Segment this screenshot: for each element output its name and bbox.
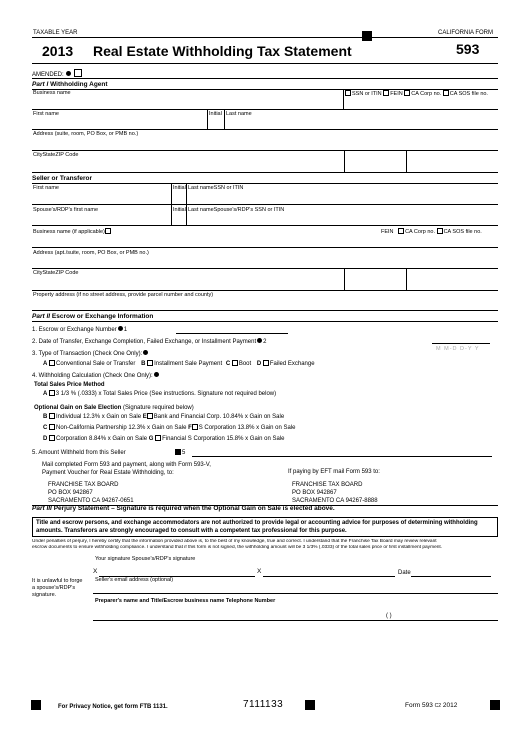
- agent-address-row-rule[interactable]: [32, 150, 498, 151]
- agent-address-label: Address (suite, room, PO Box, or PMB no.): [33, 131, 139, 137]
- failed-exchange-checkbox[interactable]: [263, 360, 269, 366]
- spouse-initial-label: Initial: [173, 207, 186, 213]
- gain-financial-s-corp-label: Financial S Corporation 15.8% x Gain on Sale: [162, 436, 285, 442]
- gain-option-b-letter: B: [43, 414, 48, 420]
- gain-option-d-letter: D: [43, 436, 48, 442]
- mail-address-line-2: PO BOX 942867: [48, 490, 93, 496]
- bullet-icon: [154, 372, 159, 377]
- unlawful-line-1: It is unlawful to forge: [32, 578, 83, 584]
- mail-address-line-1: FRANCHISE TAX BOARD: [48, 482, 119, 488]
- perjury-statement: [32, 539, 498, 551]
- line3-options-row: [43, 360, 315, 368]
- signature-date-field[interactable]: [411, 576, 491, 577]
- gain-financial-s-corp-checkbox[interactable]: [155, 435, 161, 441]
- date-of-transfer-field[interactable]: [432, 343, 490, 344]
- bullet-icon: [257, 338, 262, 343]
- optional-gain-title: Optional Gain on Sale Election: [34, 405, 122, 411]
- registration-mark-bottom-right: [490, 700, 500, 710]
- installment-sale-checkbox[interactable]: [147, 360, 153, 366]
- seller-section-title: Seller or Transferor: [32, 175, 92, 182]
- amount-withheld-field[interactable]: [192, 456, 492, 457]
- registration-mark-bottom-left: [31, 700, 41, 710]
- line3-option-d-letter: D: [256, 361, 262, 367]
- perjury-line-1: Under penalties of perjury, I hereby certify that the information provided above is, to the best of my knowledge, true and correct. I understand that the Franchise Tax Board may review relevant: [32, 539, 437, 544]
- mail-text-1: Mail completed Form 593 and payment, along with Form 593-V,: [42, 462, 211, 468]
- part2-header: [32, 313, 153, 320]
- signature-labels: Your signature Spouse's/RDP's signature: [95, 556, 196, 562]
- tax-year: 2013: [42, 43, 74, 59]
- gain-option-f-letter: F: [188, 425, 192, 431]
- conventional-sale-label: Conventional Sale or Transfer: [56, 361, 136, 367]
- gain-individual-label: Individual 12.3% x Gain on Sale: [56, 414, 142, 420]
- part3-label: Part III: [32, 505, 52, 512]
- seller-address-row-rule[interactable]: [32, 268, 498, 269]
- form-code: 7111133: [243, 699, 284, 710]
- line5: 5. Amount Withheld from this Seller 5: [32, 450, 186, 456]
- phone-parens: ( ): [386, 613, 392, 619]
- agent-business-name-label: Business name: [33, 90, 71, 96]
- gain-option-row-2: [43, 424, 296, 432]
- line4: 4. Withholding Calculation (Check One Only):: [32, 372, 160, 380]
- seller-email-field[interactable]: [93, 593, 498, 594]
- spouse-first-name-label: Spouse's/RDP's first name: [33, 207, 99, 213]
- agent-last-name-divider: [224, 109, 225, 129]
- seller-business-name-label: Business name (if applicable): [33, 229, 105, 235]
- line3-option-a-letter: A: [43, 361, 48, 367]
- seller-state-divider: [344, 268, 345, 290]
- seller-name-row-rule[interactable]: [32, 204, 498, 205]
- agent-first-name-label: First name: [33, 111, 59, 117]
- line3-option-b-letter: B: [141, 361, 146, 367]
- unlawful-forge-note: [32, 578, 82, 599]
- footer-form-name: Form 593: [405, 702, 433, 709]
- agent-city-row-rule[interactable]: [32, 172, 498, 173]
- amended-rule: [32, 78, 498, 79]
- property-address-row-rule[interactable]: [32, 310, 498, 311]
- agent-name-row-rule[interactable]: [32, 129, 498, 130]
- optional-gain-header: [34, 404, 194, 412]
- spouse-signature-field[interactable]: [263, 576, 395, 577]
- part3-header: [32, 505, 335, 512]
- eft-address-line-3: SACRAMENTO CA 94267-8888: [292, 498, 378, 504]
- form-label: CALIFORNIA FORM: [438, 30, 494, 36]
- escrow-number-field[interactable]: [176, 333, 288, 334]
- seller-first-name-label: First name: [33, 185, 59, 191]
- unlawful-line-3: signature.: [32, 592, 57, 598]
- agent-ssn-checkbox[interactable]: [345, 90, 351, 96]
- signature-x-1: X: [93, 568, 98, 575]
- boot-label: Boot: [238, 361, 252, 367]
- seller-business-name-row: [33, 228, 112, 236]
- eft-instructions: If paying by EFT mail Form 593 to:: [288, 469, 380, 475]
- signature-x-2: X: [257, 568, 262, 575]
- property-address-label: Property address (if no street address, provide parcel number and county): [33, 292, 214, 298]
- seller-ca-corp-label: CA Corp no.: [405, 229, 436, 235]
- seller-ca-sos-label: CA SOS file no.: [443, 229, 482, 235]
- boot-checkbox[interactable]: [232, 360, 238, 366]
- footer-form-suffix: C2: [434, 703, 442, 709]
- spouse-last-name-ssn-label: Last nameSpouse's/RDP's SSN or ITIN: [188, 207, 285, 213]
- tsp-a-label: 3 1/3 % (.0333) x Total Sales Price (See instructions. Signature not required below): [55, 391, 277, 397]
- line5-marker: [175, 449, 181, 455]
- gain-s-corp-checkbox[interactable]: [192, 424, 198, 430]
- bullet-icon: [143, 350, 148, 355]
- failed-exchange-label: Failed Exchange: [269, 361, 315, 367]
- date-label: Date: [398, 570, 411, 576]
- gain-option-row-3: [43, 435, 285, 443]
- line2: 2. Date of Transfer, Exchange Completion, Failed Exchange, or Installment Payment 2: [32, 339, 267, 345]
- warning-line-2: amounts. Transferors are strongly encouraged to consult with a competent tax professional for this purpose.: [36, 528, 347, 534]
- part2-title: Escrow or Exchange Information: [51, 313, 154, 320]
- agent-ca-sos-checkbox[interactable]: [443, 90, 449, 96]
- date-placeholder: M M-D D-Y Y: [436, 346, 480, 352]
- line1: 1. Escrow or Exchange Number 1: [32, 327, 128, 333]
- gain-bank-label: Bank and Financial Corp. 10.84% x Gain on Sale: [153, 414, 285, 420]
- seller-id-type-row: [381, 228, 482, 236]
- conventional-sale-checkbox[interactable]: [49, 360, 55, 366]
- eft-address-line-1: FRANCHISE TAX BOARD: [292, 482, 363, 488]
- agent-initial-label: Initial: [209, 111, 222, 117]
- line3-label: Type of Transaction (Check One Only):: [38, 351, 143, 357]
- seller-zip-divider: [406, 268, 407, 290]
- form-number: 593: [456, 41, 480, 57]
- part1-label: Part I: [32, 81, 49, 88]
- gain-option-e-letter: E: [142, 414, 147, 420]
- seller-email-label: Seller's email address (optional): [95, 577, 174, 583]
- total-sales-price-method-label: Total Sales Price Method: [34, 382, 105, 388]
- taxable-year-label: TAXABLE YEAR: [33, 30, 78, 36]
- mail-instructions: [42, 461, 211, 477]
- header-rule-bottom: [32, 63, 498, 64]
- agent-business-row-rule[interactable]: [32, 109, 498, 110]
- seller-city-row-rule[interactable]: [32, 290, 498, 291]
- privacy-notice: For Privacy Notice, get form FTB 1131.: [58, 704, 168, 710]
- spouse-name-row-rule[interactable]: [32, 225, 498, 226]
- preparer-label: Preparer's name and Title/Escrow business name Telephone Number: [95, 598, 276, 604]
- agent-ca-corp-checkbox[interactable]: [404, 90, 410, 96]
- line5-label: Amount Withheld from this Seller: [38, 450, 126, 456]
- gain-option-c-letter: C: [43, 425, 48, 431]
- part1-title: Withholding Agent: [50, 81, 108, 88]
- installment-sale-label: Installment Sale Payment: [154, 361, 223, 367]
- agent-initial-divider: [207, 109, 208, 129]
- mail-text-2: Payment Voucher for Real Estate Withholding, to:: [42, 470, 174, 476]
- seller-ca-sos-checkbox[interactable]: [437, 228, 443, 234]
- gain-corporation-checkbox[interactable]: [49, 435, 55, 441]
- seller-city-state-zip-label: CityStateZIP Code: [33, 270, 79, 276]
- seller-ca-corp-checkbox[interactable]: [398, 228, 404, 234]
- part2-rule: [32, 321, 498, 322]
- agent-state-divider: [344, 150, 345, 172]
- page-title: Real Estate Withholding Tax Statement: [93, 43, 352, 59]
- agent-ca-sos-label: CA SOS file no.: [449, 91, 488, 97]
- warning-line-1: Title and escrow persons, and exchange accommodators are not authorized to provide legal or accounting advice for purposes of determining withholding: [36, 520, 478, 526]
- line2-label: Date of Transfer, Exchange Completion, Failed Exchange, or Installment Payment: [38, 339, 257, 345]
- tsp-option-a: A 3 1/3 % (.0333) x Total Sales Price (See instructions. Signature not required below): [43, 391, 277, 397]
- seller-fein-label: FEIN: [381, 229, 394, 235]
- line3-option-c-letter: C: [225, 361, 231, 367]
- gain-option-row-1: [43, 413, 284, 421]
- agent-ssn-label: SSN or ITIN: [352, 91, 382, 97]
- part2-label: Part II: [32, 313, 51, 320]
- footer-form-id: [405, 702, 457, 710]
- registration-mark-top: [362, 31, 372, 41]
- line5-number: 5: [182, 450, 186, 456]
- line1-label: Escrow or Exchange Number: [38, 327, 117, 333]
- gain-s-corp-label: S Corporation 13.8% x Gain on Sale: [198, 425, 296, 431]
- agent-id-type-row: [345, 90, 488, 98]
- mail-address: [48, 481, 134, 505]
- eft-address: [292, 481, 378, 505]
- gain-bank-checkbox[interactable]: [147, 413, 153, 419]
- seller-initial-label: Initial: [173, 185, 186, 191]
- part3-title: Perjury Statement – Signature is required when the Optional Gain on Sale is elected above.: [53, 505, 335, 512]
- agent-last-name-label: Last name: [226, 111, 252, 117]
- amended-checkbox[interactable]: [74, 69, 82, 77]
- seller-business-row-rule[interactable]: [32, 247, 498, 248]
- eft-address-line-2: PO BOX 942867: [292, 490, 337, 496]
- tsp-a-checkbox[interactable]: [49, 390, 55, 396]
- line3: 3. Type of Transaction (Check One Only):: [32, 350, 149, 358]
- bullet-icon: [118, 326, 123, 331]
- agent-fein-checkbox[interactable]: [383, 90, 389, 96]
- gain-partnership-checkbox[interactable]: [49, 424, 55, 430]
- optional-gain-note: (Signature required below): [123, 405, 194, 411]
- agent-id-divider: [343, 89, 344, 109]
- gain-corporation-label: Corporation 8.84% x Gain on Sale: [56, 436, 148, 442]
- footer-year: 2012: [442, 702, 458, 709]
- unlawful-line-2: a spouse's/RDP's: [32, 585, 76, 591]
- perjury-line-2: escrow documents to ensure withholding compliance. I understand that if this form is not signed, the withholding amount will be 3 1/3% (.0333) of the total sales price or first installment payment.: [32, 545, 443, 550]
- line4-label: Withholding Calculation (Check One Only):: [38, 373, 153, 379]
- gain-option-g-letter: G: [148, 436, 154, 442]
- seller-last-name-ssn-label: Last nameSSN or ITIN: [188, 185, 244, 191]
- mail-address-line-3: SACRAMENTO CA 94267-0651: [48, 498, 134, 504]
- agent-ca-corp-label: CA Corp no.: [411, 91, 442, 97]
- header-rule-top: [32, 37, 498, 38]
- agent-zip-divider: [406, 150, 407, 172]
- seller-business-checkbox[interactable]: [105, 228, 111, 234]
- amended-label: AMENDED:: [32, 72, 64, 78]
- agent-fein-label: FEIN: [390, 91, 403, 97]
- bullet-icon: [66, 71, 71, 76]
- gain-individual-checkbox[interactable]: [49, 413, 55, 419]
- agent-city-state-zip-label: CityStateZIP Code: [33, 152, 79, 158]
- registration-mark-bottom-center: [305, 700, 315, 710]
- seller-title-rule: [32, 183, 498, 184]
- part3-warning-box: [32, 517, 498, 537]
- preparer-field[interactable]: [93, 620, 498, 621]
- seller-address-label: Address (apt./suite, room, PO Box, or PMB no.): [33, 250, 149, 256]
- gain-partnership-label: Non-California Partnership 12.3% x Gain on Sale: [56, 425, 187, 431]
- part1-header: [32, 81, 108, 88]
